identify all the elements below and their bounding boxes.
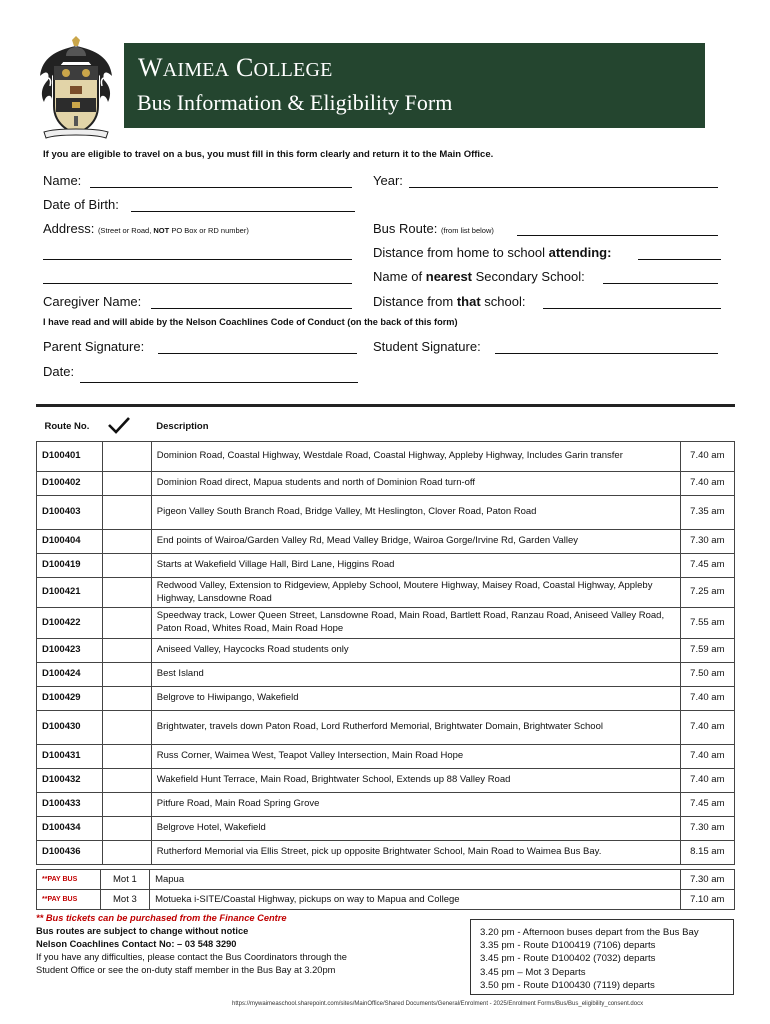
route-time: 7.25 am: [680, 577, 734, 608]
address-hint-a: (Street or Road,: [97, 226, 152, 235]
route-description: Redwood Valley, Extension to Ridgeview, Appleby School, Moutere Highway, Maisey Road, Coastal Highway, Appleby Highway, Lansdowne Road: [151, 577, 680, 608]
coachlines-contact: Nelson Coachlines Contact No: – 03 548 3290: [36, 939, 237, 949]
college-name-c: C: [236, 53, 254, 82]
route-select-checkbox[interactable]: [102, 441, 151, 471]
code-of-conduct-statement: I have read and will abide by the Nelson Coachlines Code of Conduct (on the back of this form): [43, 317, 458, 327]
intro-text: If you are eligible to travel on a bus, you must fill in this form clearly and return it to the Main Office.: [43, 149, 494, 160]
college-name-w: W: [138, 53, 163, 82]
route-code: D100402: [37, 471, 103, 495]
route-row: [37, 441, 735, 471]
nearest-school-bold: nearest: [425, 269, 473, 284]
paybus-description: Mapua: [150, 870, 680, 890]
route-row: [37, 711, 735, 745]
route-description: Pigeon Valley South Branch Road, Bridge Valley, Mt Heslington, Clover Road, Paton Road: [151, 495, 680, 529]
route-row: [37, 471, 735, 495]
nearest-school-label: [373, 269, 585, 284]
route-select-checkbox[interactable]: [102, 687, 151, 711]
route-code: D100430: [37, 711, 103, 745]
nearest-school-field[interactable]: [603, 283, 718, 284]
student-signature-label: Student Signature:: [373, 339, 481, 354]
route-select-checkbox[interactable]: [102, 841, 151, 865]
route-select-checkbox[interactable]: [102, 817, 151, 841]
student-signature-field[interactable]: [495, 353, 718, 354]
departure-line: 3.50 pm - Route D100430 (7119) departs: [480, 979, 655, 991]
paybus-table: [36, 869, 735, 910]
paybus-row: [37, 890, 735, 910]
distance-attending-text: Distance from home to school: [373, 245, 545, 260]
route-select-checkbox[interactable]: [102, 608, 151, 639]
distance-that-text-b: school:: [484, 294, 526, 309]
route-description: Rutherford Memorial via Ellis Street, pick up opposite Brightwater School, Main Road to Waimea Bus Bay.: [151, 841, 680, 865]
nearest-school-text-b: Secondary School:: [475, 269, 585, 284]
paybus-code: Mot 1: [100, 870, 149, 890]
route-description: Speedway track, Lower Queen Street, Lansdowne Road, Main Road, Bartlett Road, Ranzau Road, Aniseed Valley Road, Paton Road, Whites Road, Main Road Hope: [151, 608, 680, 639]
route-description: Russ Corner, Waimea West, Teapot Valley Intersection, Main Road Hope: [151, 745, 680, 769]
departure-line: 3.45 pm - Route D100402 (7032) departs: [480, 953, 656, 965]
title-banner: [124, 43, 705, 128]
dob-label: Date of Birth:: [43, 197, 119, 212]
date-field[interactable]: [80, 382, 358, 383]
route-time: 7.40 am: [680, 745, 734, 769]
route-row: [37, 529, 735, 553]
address-hint: [98, 226, 249, 235]
col-route-header: Route No.: [44, 421, 90, 432]
route-time: 7.45 am: [680, 793, 734, 817]
address-hint-bold: NOT: [153, 226, 170, 235]
route-description: Aniseed Valley, Haycocks Road students only: [151, 639, 680, 663]
route-code: D100429: [37, 687, 103, 711]
college-crest-logo: [36, 36, 116, 140]
address-hint-b: PO Box or RD number): [171, 226, 249, 235]
paybus-description: Motueka i-SITE/Coastal Highway, pickups on way to Mapua and College: [150, 890, 680, 910]
afternoon-departures-box: [470, 919, 734, 995]
route-description: Dominion Road direct, Mapua students and north of Dominion Road turn-off: [151, 471, 680, 495]
route-row: [37, 639, 735, 663]
distance-that-field[interactable]: [543, 308, 721, 309]
address-label-text: Address:: [43, 221, 95, 236]
route-description: Starts at Wakefield Village Hall, Bird Lane, Higgins Road: [151, 553, 680, 577]
route-time: 7.35 am: [680, 495, 734, 529]
section-divider: [36, 404, 735, 407]
dob-field[interactable]: [131, 211, 355, 212]
date-label: Date:: [43, 364, 75, 379]
route-code: D100434: [37, 817, 103, 841]
route-row: [37, 769, 735, 793]
route-select-checkbox[interactable]: [102, 553, 151, 577]
route-code: D100433: [37, 793, 103, 817]
routes-table: [36, 414, 735, 865]
route-description: Dominion Road, Coastal Highway, Westdale Road, Coastal Highway, Appleby Highway, Includes Garin transfer: [151, 441, 680, 471]
bus-route-label-text: Bus Route:: [373, 221, 438, 236]
checkmark-icon: [107, 416, 131, 434]
paybus-time: 7.30 am: [680, 870, 735, 890]
col-description-header: Description: [156, 421, 209, 432]
route-code: D100423: [37, 639, 103, 663]
route-select-checkbox[interactable]: [102, 745, 151, 769]
route-row: [37, 841, 735, 865]
bus-route-label: [373, 221, 494, 236]
distance-attending-field[interactable]: [638, 259, 721, 260]
paybus-row: [37, 870, 735, 890]
route-code: D100436: [37, 841, 103, 865]
route-time: 7.50 am: [680, 663, 734, 687]
col-check-header: [102, 414, 151, 441]
paybus-code: Mot 3: [100, 890, 149, 910]
route-description: Belgrove Hotel, Wakefield: [151, 817, 680, 841]
route-time: 7.59 am: [680, 639, 734, 663]
route-select-checkbox[interactable]: [102, 495, 151, 529]
bus-route-field[interactable]: [517, 235, 718, 236]
distance-that-text-a: Distance from: [373, 294, 454, 309]
name-field[interactable]: [90, 187, 352, 188]
departure-line: 3.20 pm - Afternoon buses depart from the Bus Bay: [480, 927, 699, 938]
paybus-time: 7.10 am: [680, 890, 735, 910]
paybus-tag: **PAY BUS: [37, 890, 101, 910]
route-code: D100424: [37, 663, 103, 687]
col-time-header: [680, 414, 734, 441]
route-description: End points of Wairoa/Garden Valley Rd, Mead Valley Bridge, Wairoa Gorge/Irvine Rd, Garden Valley: [151, 529, 680, 553]
distance-attending-bold: attending:: [548, 245, 612, 260]
route-row: [37, 495, 735, 529]
year-label: Year:: [373, 173, 403, 188]
route-code: D100431: [37, 745, 103, 769]
route-time: 7.40 am: [680, 441, 734, 471]
route-code: D100401: [37, 441, 103, 471]
route-row: [37, 745, 735, 769]
route-row: [37, 608, 735, 639]
route-time: 7.40 am: [680, 711, 734, 745]
college-name: [138, 53, 333, 83]
route-select-checkbox[interactable]: [102, 577, 151, 608]
address-label: [43, 221, 249, 236]
route-time: 7.40 am: [680, 471, 734, 495]
route-code: D100432: [37, 769, 103, 793]
route-code: D100403: [37, 495, 103, 529]
caregiver-field[interactable]: [151, 308, 352, 309]
route-description: Wakefield Hunt Terrace, Main Road, Brightwater School, Extends up 88 Valley Road: [151, 769, 680, 793]
tickets-note: ** Bus tickets can be purchased from the Finance Centre: [36, 913, 287, 923]
distance-that-label: [373, 294, 526, 309]
route-time: 7.30 am: [680, 529, 734, 553]
route-code: D100404: [37, 529, 103, 553]
year-field[interactable]: [409, 187, 718, 188]
route-code: D100422: [37, 608, 103, 639]
route-row: [37, 553, 735, 577]
route-select-checkbox[interactable]: [102, 471, 151, 495]
route-row: [37, 793, 735, 817]
document-path-footer: https://mywaimeaschool.sharepoint.com/sites/MainOffice/Shared Documents/General/Enrolment - 2025/Enrolment Forms/Bus/Bus_eligibility_consent.docx: [232, 1001, 644, 1007]
parent-signature-label: Parent Signature:: [43, 339, 145, 354]
bus-route-hint: (from list below): [440, 226, 494, 235]
route-time: 7.40 am: [680, 769, 734, 793]
change-notice: Bus routes are subject to change without notice: [36, 926, 249, 936]
college-name-aimea: AIMEA: [162, 59, 230, 81]
route-time: 7.55 am: [680, 608, 734, 639]
caregiver-label: Caregiver Name:: [43, 294, 142, 309]
route-description: Pitfure Road, Main Road Spring Grove: [151, 793, 680, 817]
route-select-checkbox[interactable]: [102, 711, 151, 745]
route-row: [37, 663, 735, 687]
route-select-checkbox[interactable]: [102, 793, 151, 817]
distance-that-bold: that: [456, 294, 481, 309]
route-row: [37, 687, 735, 711]
route-row: [37, 577, 735, 608]
distance-attending-label: [373, 245, 611, 260]
name-label: Name:: [43, 173, 82, 188]
college-name-ollege: OLLEGE: [253, 59, 333, 81]
route-description: Brightwater, travels down Paton Road, Lord Rutherford Memorial, Brightwater Domain, Brightwater School: [151, 711, 680, 745]
route-description: Belgrove to Hiwipango, Wakefield: [151, 687, 680, 711]
route-select-checkbox[interactable]: [102, 769, 151, 793]
form-title: Bus Information & Eligibility Form: [137, 90, 453, 115]
departure-line: 3.35 pm - Route D100419 (7106) departs: [480, 940, 656, 952]
route-time: 7.30 am: [680, 817, 734, 841]
paybus-tag: **PAY BUS: [37, 870, 101, 890]
route-time: 8.15 am: [680, 841, 734, 865]
address-line-2[interactable]: [43, 283, 352, 284]
route-select-checkbox[interactable]: [102, 663, 151, 687]
difficulties-line-2: Student Office or see the on-duty staff member in the Bus Bay at 3.20pm: [36, 965, 336, 975]
route-code: D100419: [37, 553, 103, 577]
route-select-checkbox[interactable]: [102, 639, 151, 663]
route-description: Best Island: [151, 663, 680, 687]
notes-block: [36, 912, 347, 977]
parent-signature-field[interactable]: [158, 353, 357, 354]
difficulties-line-1: If you have any difficulties, please contact the Bus Coordinators through the: [36, 952, 347, 962]
departure-line: 3.45 pm – Mot 3 Departs: [480, 966, 586, 978]
route-select-checkbox[interactable]: [102, 529, 151, 553]
route-row: [37, 817, 735, 841]
route-time: 7.45 am: [680, 553, 734, 577]
route-code: D100421: [37, 577, 103, 608]
nearest-school-text-a: Name of: [373, 269, 423, 284]
routes-table-header: [37, 414, 735, 441]
address-line-1[interactable]: [43, 259, 352, 260]
route-time: 7.40 am: [680, 687, 734, 711]
